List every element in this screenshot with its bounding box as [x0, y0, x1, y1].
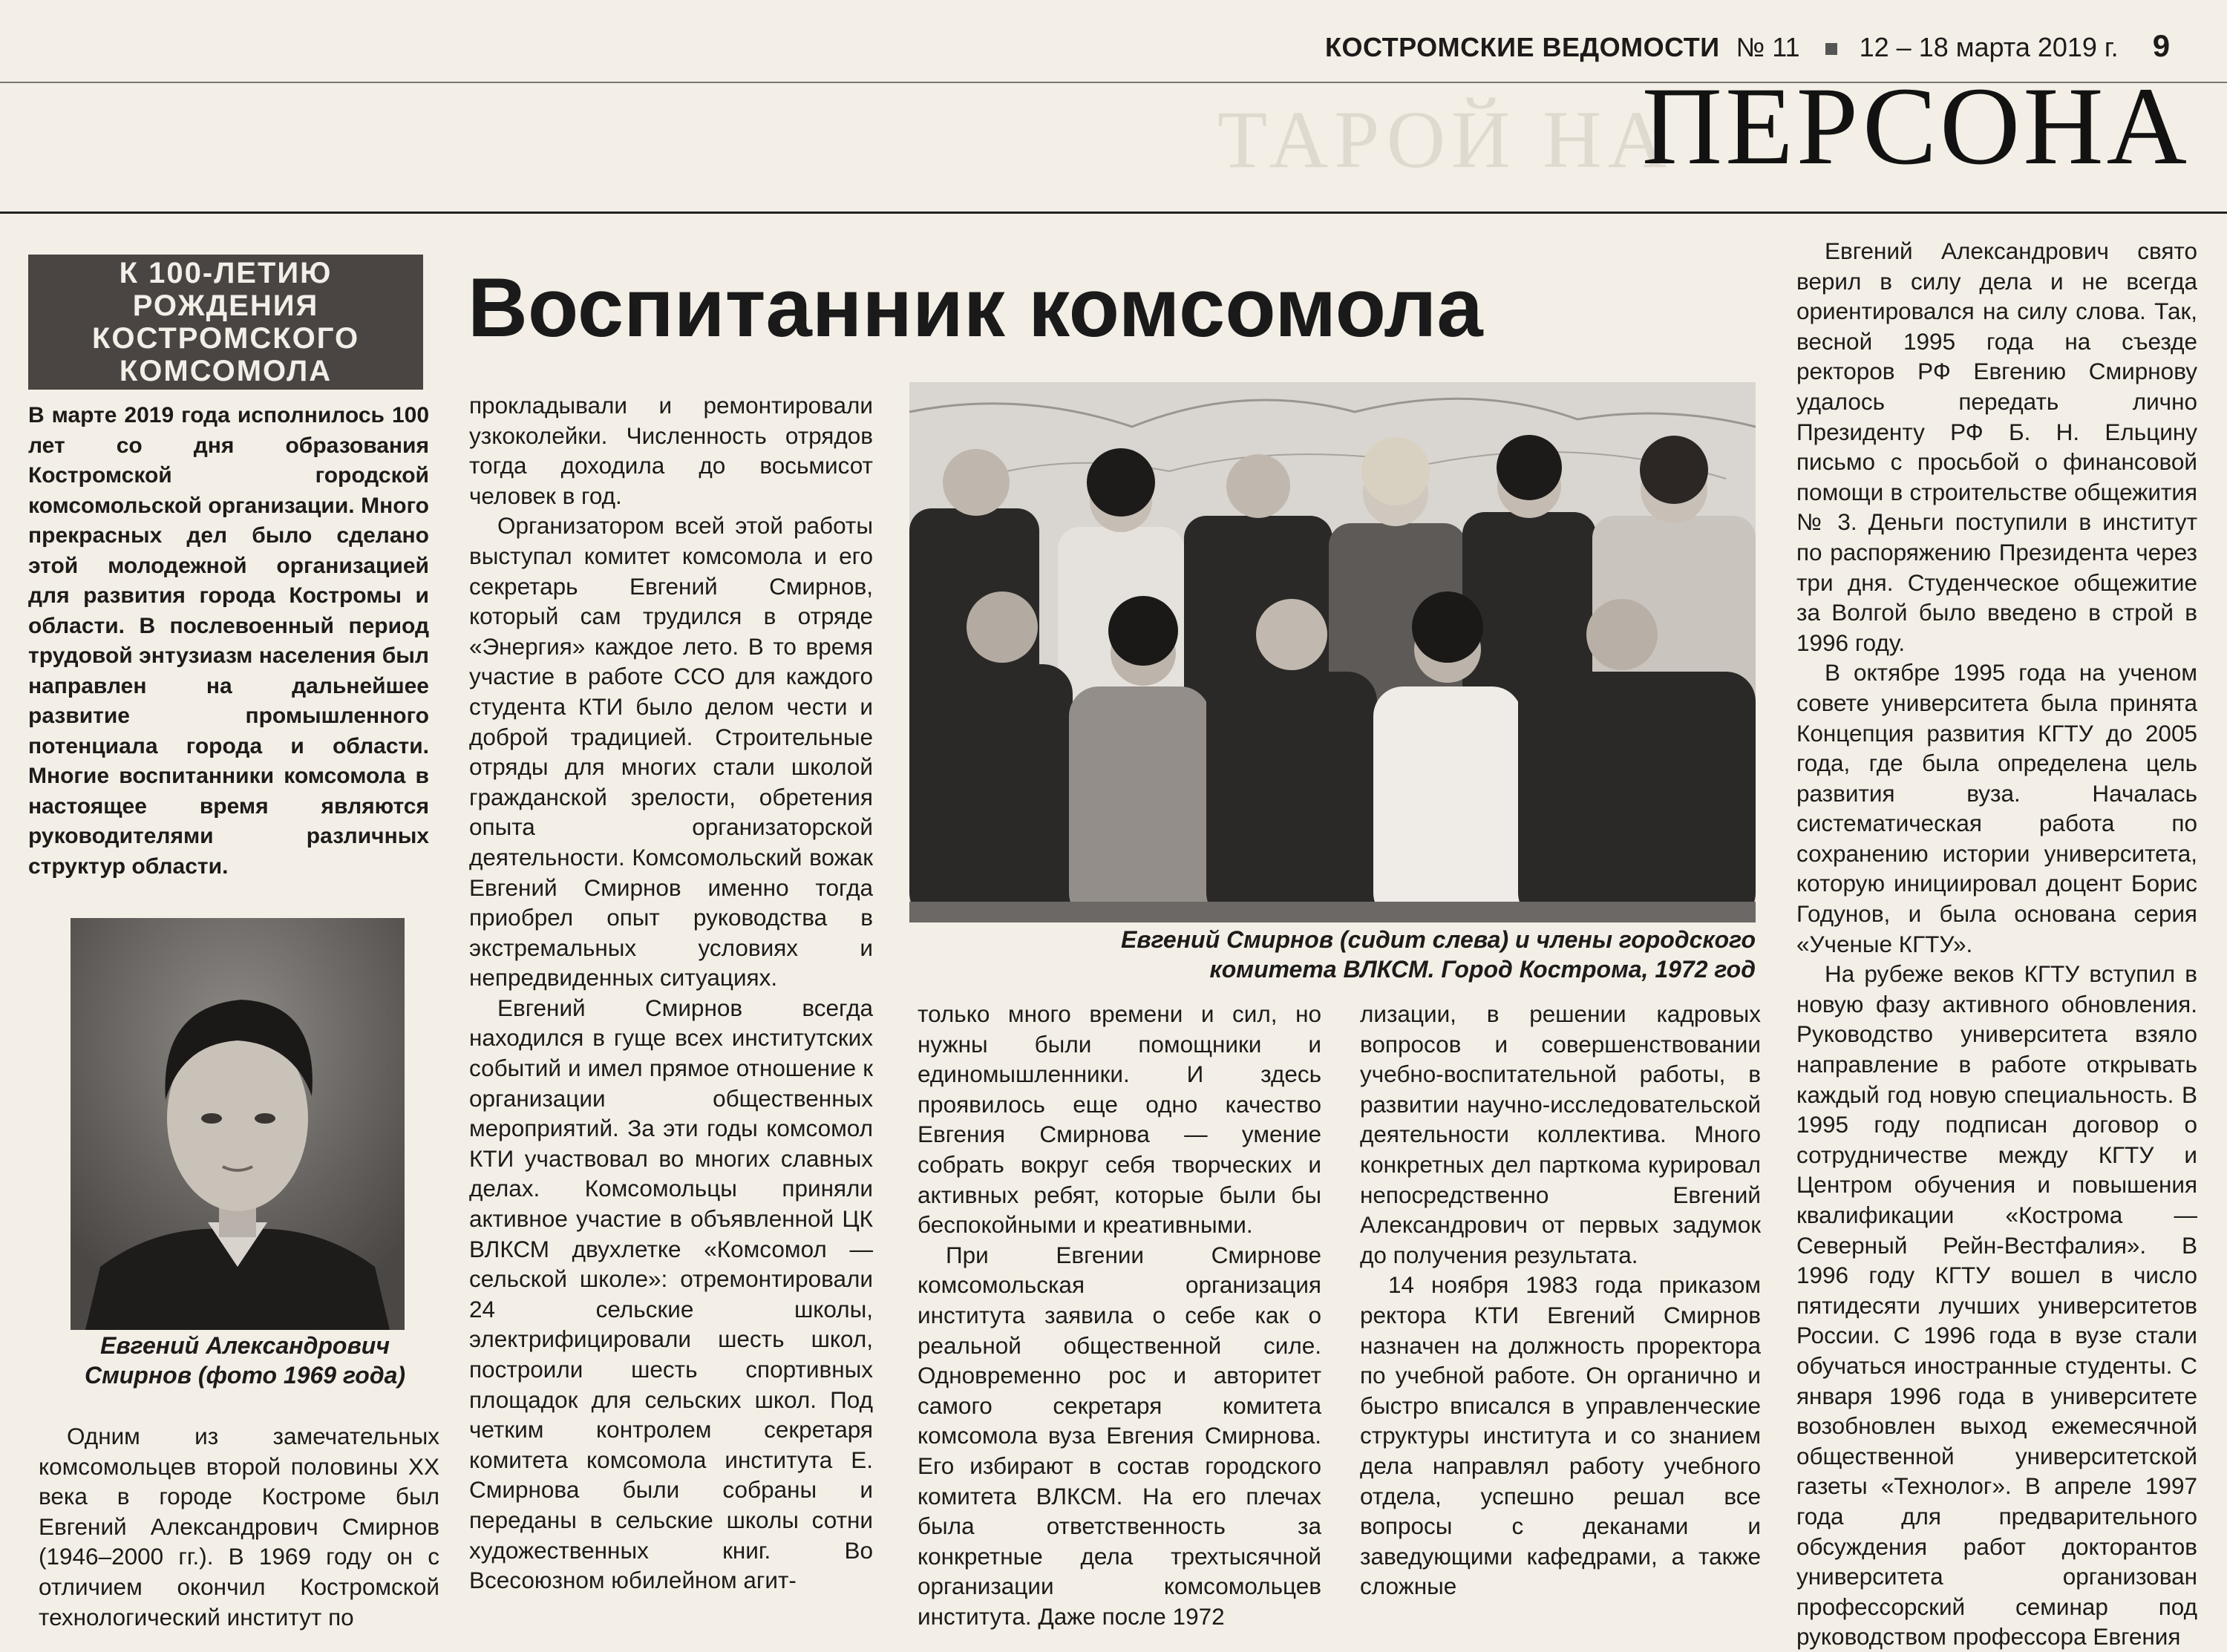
page-number: 9 — [2152, 28, 2171, 63]
page-header — [1325, 28, 2170, 64]
paragraph: На рубеже веков КГТУ вступил в новую фазу активного обновления. Руководство университета взяло направление в работе открывать каждый год новую специальность. В 1995 году подписан договор о сотрудничестве между КГТУ и Центром обучения и повышения квалификации «Кострома — Северный Рейн-Вестфалия». В 1996 году КГТУ вошел в число пятидесяти лучших университетов России. С 1996 года в вузе стали обучаться иностранные студенты. С января 1996 года в университете возобновлен выход ежемесячной общественной университетской газеты «Технолог». В апреле 1997 года для предварительного обсуждения работ докторантов университета организован профессорский семинар под руководством профессора Евгения — [1796, 960, 2197, 1651]
paragraph: только много времени и сил, но нужны были помощники и единомышленники. И здесь проявилось еще одно качество Евгения Смирнова — умение собрать вокруг себя творческих и активных ребят, которые были бы беспокойными и креативными. — [918, 1000, 1321, 1239]
paragraph: лизации, в решении кадровых вопросов и совершенствовании учебно-воспитательной работы, в развитии научно-исследовательской деятельности коллектива. Много конкретных дел парткома курировал непосредственно Евгений Александрович от первых задумок до получения результата. — [1360, 1000, 1761, 1268]
paragraph: При Евгении Смирнове комсомольская организация института заявила о себе как о реальной общественной силе. Одновременно рос и авторитет самого секретаря комитета комсомола вуза Евгения Смирнова. Его избирают в состав городского комитета ВЛКСМ. На его плечах была ответственность за конкретные дела трехтысячной организации комсомольцев института. Даже после 1972 — [918, 1241, 1321, 1630]
paragraph: Организатором всей этой работы выступал комитет комсомола и его секретарь Евгений Смирнов, который сам трудился в отряде «Энергия» каждое лето. В то время участие в работе ССО для каждого студента КТИ было делом чести и доброй традицией. Строительные отряды для многих стали школой гражданской зрелости, обретения опыта организаторской деятельности. Комсомольский вожак Евгений Смирнов именно тогда приобрел опыт руководства в экстремальных условиях и непредвиденных ситуациях. — [469, 512, 873, 991]
caption-line: Евгений Смирнов (сидит слева) и члены городского — [1120, 926, 1756, 953]
kicker-line: КОМСОМОЛА — [119, 355, 333, 387]
header-rule-bottom — [0, 212, 2227, 214]
issue-dates: 12 – 18 марта 2019 г. — [1859, 32, 2119, 62]
portrait-caption — [52, 1331, 438, 1390]
kicker-line: К 100-ЛЕТИЮ — [119, 257, 333, 289]
newspaper-name: КОСТРОМСКИЕ ВЕДОМОСТИ — [1325, 32, 1720, 62]
anniversary-kicker — [28, 255, 423, 390]
group-photo — [909, 382, 1756, 922]
lead-paragraph: В марте 2019 года исполнилось 100 лет со дня образования Костромской городской комсомольской организации. Много прекрасных дел было сделано этой молодежной организацией для развития города Костромы и области. В послевоенный период трудовой энтузиазм населения был направлен на дальнейшее развитие промышленного потенциала города и области. Многие воспитанники комсомола в настоящее время являются руководителями различных структур области. — [28, 403, 429, 879]
portrait-photo — [71, 918, 405, 1330]
kicker-line: КОСТРОМСКОГО — [91, 322, 360, 355]
article-column-2 — [469, 390, 873, 1596]
paragraph: Евгений Александрович свято верил в силу дела и не всегда ориентировался на силу слова. Так, весной 1995 года на съезде ректоров РФ Евгению Смирнову удалось передать лично Президенту РФ Б. Н. Ельцину письмо с просьбой о финансовой помощи в строительстве общежития № 3. Деньги поступили в институт по распоряжению Президента через три дня. Студенческое общежитие за Волгой было введено в строй в 1996 году. — [1796, 237, 2197, 656]
issue-number: № 11 — [1736, 32, 1800, 62]
paragraph: В октябре 1995 года на ученом совете университета была принята Концепция развития КГТУ до 2005 года, где была определена цель развития вуза. Началась систематическая работа по сохранению истории университета, которую инициировал доцент Борис Годунов, и была основана серия «Ученые КГТУ». — [1796, 659, 2197, 957]
separator-square-icon — [1825, 43, 1837, 55]
photo-caption — [913, 925, 1756, 984]
paragraph: Одним из замечательных комсомольцев второй половины XX века в городе Костроме был Евгений Александрович Смирнов (1946–2000 гг.). В 1969 году он с отличием окончил Костромской технологический институт по — [39, 1423, 439, 1630]
kicker-line: РОЖДЕНИЯ — [132, 289, 319, 322]
caption-line: комитета ВЛКСМ. Город Кострома, 1972 год — [1209, 956, 1756, 983]
paragraph: Евгений Смирнов всегда находился в гуще всех институтских событий и имел прямое отношение к организации общественных мероприятий. За эти годы комсомол КТИ участвовал во многих славных делах. Комсомольцы приняли активное участие в объявленной ЦК ВЛКСМ двухлетке «Комсомол — сельской школе»: отремонтировали 24 сельские школы, электрифицировали шесть школ, построили шесть спортивных площадок для сельских школ. Под четким контролем секретаря комитета комсомола института Е. Смирнова были собраны и переданы в сельские школы сотни художественных книг. Во Всесоюзном юбилейном агит- — [469, 994, 873, 1594]
caption-line: Евгений Александрович — [100, 1332, 390, 1359]
article-column-5 — [1796, 236, 2197, 1652]
caption-line: Смирнов (фото 1969 года) — [84, 1362, 406, 1389]
article-column-4 — [1360, 999, 1761, 1602]
article-column-1 — [39, 1421, 439, 1632]
article-headline: Воспитанник комсомола — [468, 261, 1483, 354]
bleed-through-text: ТАРОЙ НА — [1217, 94, 1672, 185]
section-title: ПЕРСОНА — [1641, 65, 2190, 188]
paragraph: прокладывали и ремонтировали узкоколейки. Численность отрядов тогда доходила до восьмисот человек в год. — [469, 392, 873, 509]
article-column-3 — [918, 999, 1321, 1631]
paragraph: 14 ноября 1983 года приказом ректора КТИ Евгений Смирнов назначен на должность проректора по учебной работе. Он органично и быстро вписался в управленческие структуры института и со знанием дела направлял работу учебного отдела, успешно решал все вопросы с деканами и заведующими кафедрами, а также сложные — [1360, 1271, 1761, 1600]
